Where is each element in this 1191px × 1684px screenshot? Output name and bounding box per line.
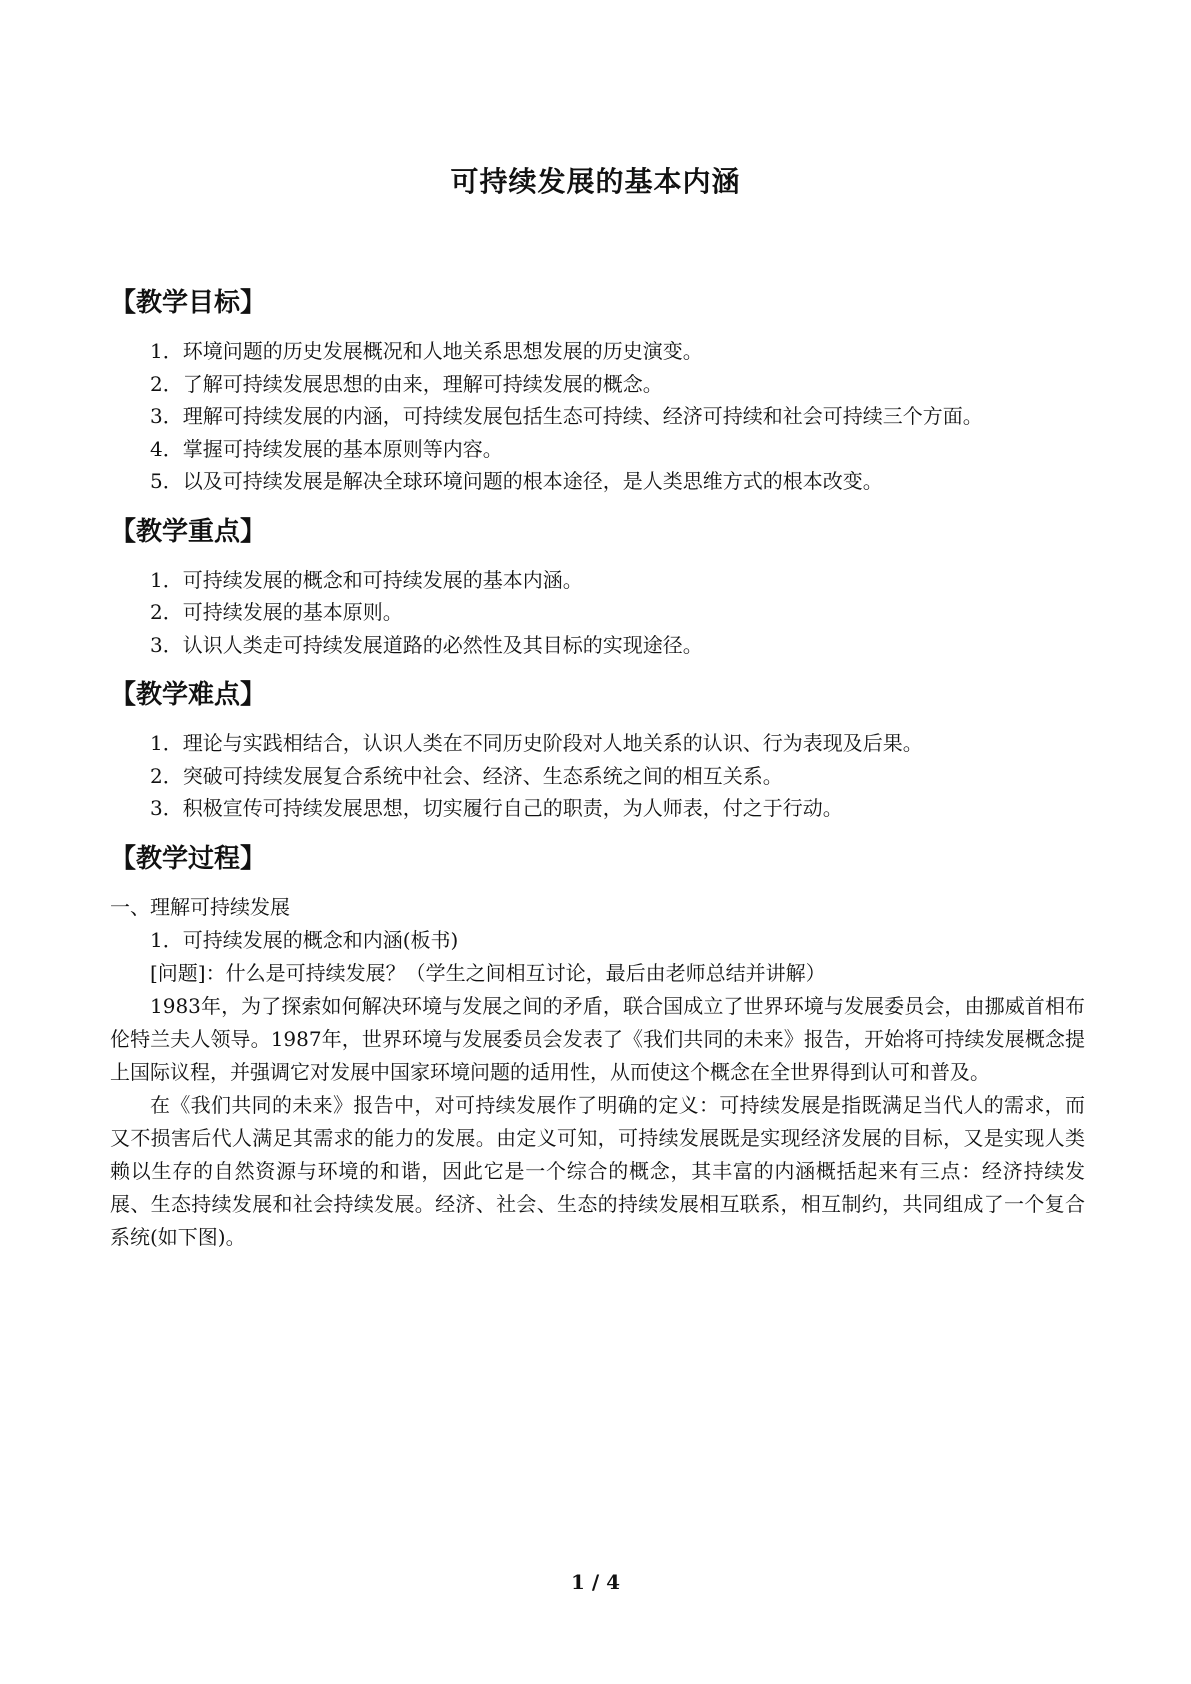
page-number: 1 / 4 bbox=[570, 1570, 621, 1594]
list-item: 1．环境问题的历史发展概况和人地关系思想发展的历史演变。 bbox=[150, 339, 703, 363]
section-teaching-goals bbox=[110, 285, 1085, 498]
list-item: 1．可持续发展的概念和可持续发展的基本内涵。 bbox=[150, 567, 583, 592]
section-heading: 【教学过程】 bbox=[110, 843, 267, 874]
list-item: 1．理论与实践相结合，认识人类在不同历史阶段对人地关系的认识、行为表现及后果。 bbox=[150, 731, 923, 755]
document-body bbox=[110, 285, 1085, 1270]
list-item: 4．掌握可持续发展的基本原则等内容。 bbox=[150, 436, 503, 461]
list-item: 2．可持续发展的基本原则。 bbox=[150, 600, 403, 624]
question-text: [问题]：什么是可持续发展？（学生之间相互讨论，最后由老师总结并讲解） bbox=[150, 960, 826, 985]
difficulties-list bbox=[110, 727, 1085, 825]
sub-title: 1．可持续发展的概念和内涵(板书) bbox=[150, 927, 459, 952]
section-teaching-process bbox=[110, 841, 1085, 1254]
section-difficulties bbox=[110, 677, 1085, 825]
list-item: 3．理解可持续发展的内涵，可持续发展包括生态可持续、经济可持续和社会可持续三个方面。 bbox=[150, 404, 983, 428]
body-paragraph: 1983年，为了探索如何解决环境与发展之间的矛盾，联合国成立了世界环境与发展委员会，由挪威首相布伦特兰夫人领导。1987年，世界环境与发展委员会发表了《我们共同的未来》报告，开始将可持续发展概念提上国际议程，并强调它对发展中国家环境问题的适用性，从而使这个概念在全世界得到认可和普及。 bbox=[110, 993, 1085, 1084]
section-heading: 【教学目标】 bbox=[110, 288, 267, 318]
list-item: 3．积极宣传可持续发展思想，切实履行自己的职责，为人师表，付之于行动。 bbox=[150, 796, 843, 820]
list-item: 5．以及可持续发展是解决全球环境问题的根本途径，是人类思维方式的根本改变。 bbox=[150, 469, 883, 493]
part-title: 一、理解可持续发展 bbox=[110, 894, 290, 919]
list-item: 2．突破可持续发展复合系统中社会、经济、生态系统之间的相互关系。 bbox=[150, 763, 783, 788]
list-item: 2．了解可持续发展思想的由来，理解可持续发展的概念。 bbox=[150, 371, 663, 396]
list-item: 3．认识人类走可持续发展道路的必然性及其目标的实现途径。 bbox=[150, 632, 703, 657]
key-points-list bbox=[110, 564, 1085, 662]
body-paragraph: 在《我们共同的未来》报告中，对可持续发展作了明确的定义：可持续发展是指既满足当代人的需求，而又不损害后代人满足其需求的能力的发展。由定义可知，可持续发展既是实现经济发展的目标，又是实现人类赖以生存的自然资源与环境的和谐，因此它是一个综合的概念，其丰富的内涵概括起来有三点：经济持续发展、生态持续发展和社会持续发展。经济、社会、生态的持续发展相互联系，相互制约，共同组成了一个复合系统(如下图)。 bbox=[110, 1092, 1085, 1249]
section-key-points bbox=[110, 514, 1085, 662]
document-title: 可持续发展的基本内涵 bbox=[450, 165, 741, 198]
section-heading: 【教学难点】 bbox=[110, 680, 267, 710]
goal-list bbox=[110, 335, 1085, 498]
section-heading: 【教学重点】 bbox=[110, 516, 267, 547]
